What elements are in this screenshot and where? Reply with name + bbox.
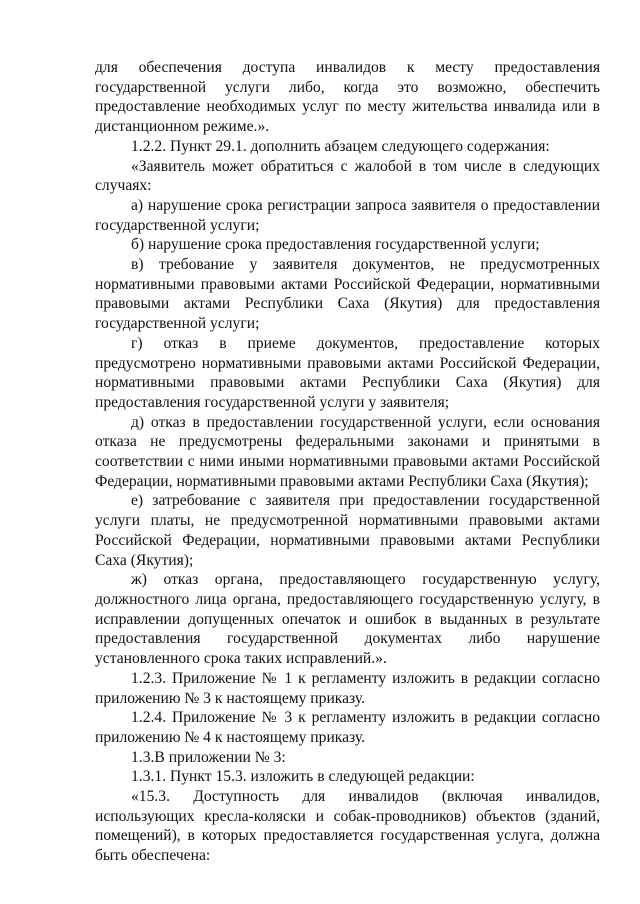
paragraph-continuation: для обеспечения доступа инвалидов к месту предоставления государственной услуги либо, когда это возможно, обеспечить предоставление необходимых услуг по месту жительства инвалида или в дистанционном режиме.». <box>95 59 600 136</box>
paragraph-1-3: 1.3.В приложении № 3: <box>131 748 286 766</box>
paragraph-1-2-4: 1.2.4. Приложение № 3 к регламенту изложить в редакции согласно приложению № 4 к настоящему приказу. <box>95 709 600 746</box>
list-item-zh: ж) отказ органа, предоставляющего государственную услугу, должностного лица органа, предоставляющего государственную услугу, в исправлении допущенных опечаток и ошибок в выданных в результате предоставления государственной документах либо нарушение установленного срока таких исправлений.». <box>95 571 600 668</box>
paragraph-1-3-1: 1.3.1. Пункт 15.3. изложить в следующей редакции: <box>131 768 475 786</box>
paragraph-complaint-intro: «Заявитель может обратиться с жалобой в том числе в следующих случаях: <box>95 157 600 195</box>
list-item-g: г) отказ в приеме документов, предоставление которых предусмотрено нормативными правовыми актами Российской Федерации, нормативными правовыми актами Республики Саха (Якутия) для предоставления государственной услуги у заявителя; <box>95 334 600 411</box>
list-item-a: а) нарушение срока регистрации запроса заявителя о предоставлении государственной услуги; <box>95 196 600 234</box>
list-item-e: е) затребование с заявителя при предоставлении государственной услуги платы, не предусмотренной нормативными правовыми актами Российской Федерации, нормативными правовыми актами Республики Саха (Якутия); <box>95 492 600 569</box>
paragraph-1-2-3: 1.2.3. Приложение № 1 к регламенту изложить в редакции согласно приложению № 3 к настоящему приказу. <box>95 669 600 707</box>
list-item-v: в) требование у заявителя документов, не предусмотренных нормативными правовыми актами Российской Федерации, нормативными правовыми актами Республики Саха (Якутия) для предоставления государственной услуги; <box>95 256 600 333</box>
list-item-b: б) нарушение срока предоставления государственной услуги; <box>131 236 540 254</box>
list-item-d: д) отказ в предоставлении государственной услуги, если основания отказа не предусмотрены федеральными законами и принятыми в соответствии с ними иными нормативными правовыми актами Российской Федерации, нормативными правовыми актами Республики Саха (Якутия); <box>95 413 600 490</box>
paragraph-15-3: «15.3. Доступность для инвалидов (включая инвалидов, использующих кресла-коляски и собак-проводников) объектов (зданий, помещений), в которых предоставляется государственная услуга, должна быть обеспечена: <box>95 788 600 865</box>
paragraph-1-2-2: 1.2.2. Пункт 29.1. дополнить абзацем следующего содержания: <box>131 137 550 155</box>
document-body <box>95 58 600 866</box>
